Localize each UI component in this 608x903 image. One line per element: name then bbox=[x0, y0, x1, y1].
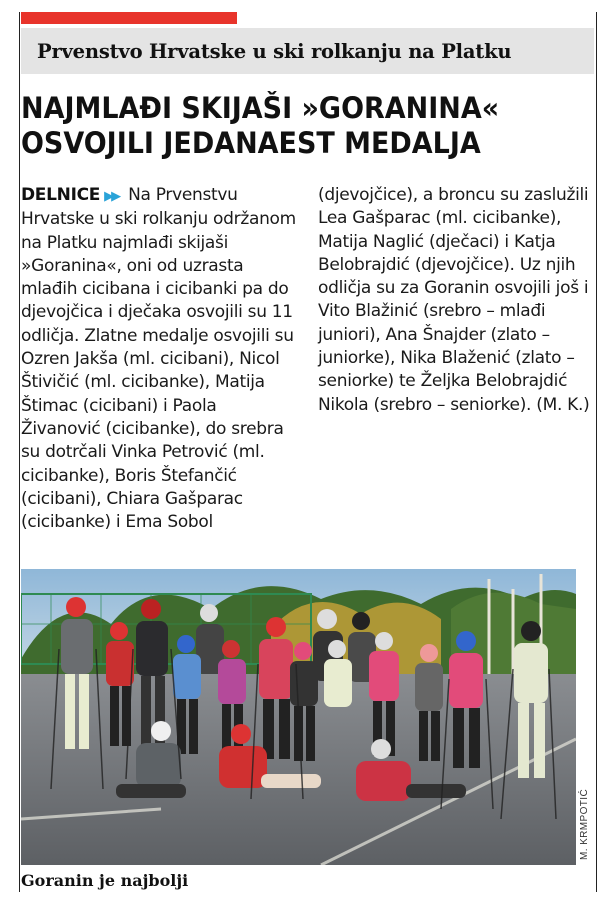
headline-line-2: OSVOJILI JEDANAEST MEDALJA bbox=[21, 126, 481, 160]
kicker-box bbox=[21, 28, 594, 74]
dateline: DELNICE bbox=[21, 185, 101, 205]
headline-line-1: NAJMLAĐI SKIJAŠI »GORANINA« bbox=[21, 91, 500, 125]
double-arrow-icon: ▶▶ bbox=[104, 189, 119, 204]
team-photo-illustration bbox=[21, 569, 576, 865]
article-body bbox=[21, 184, 593, 556]
photo-credit: M. KRMPOTIĆ bbox=[579, 788, 590, 860]
article-text: Na Prvenstvu Hrvatske u ski rolkanju održanom na Platku najmlađi skijaši »Goranina«, oni od uzrasta mlađih cicibana i cicibanki pa do djevojčica i dječaka osvojili su 11 odličja. Zlatne medalje osvojili su Ozren Jakša (ml. cicibani), Nicol Štivičić (ml. cicibanke), Matija Štimac (cicibani) i Paola Živanović (cicibanke), do srebra su dotrčali Vinka Petrović (ml. cicibanke), Boris Štefančić (cicibani), Chiara Gašparac (cicibanke) i Ema Sobol (djevojčice), a broncu su zaslužili Lea Gašparac (ml. cicibanke), Matija Naglić (dječaci) i Katja Belobrajdić (djevojčice). Uz njih odličja su za Goranin osvojili još i Vito Blažinić (srebro – mlađi juniori), Ana Šnajder (zlato – juniorke), Nika Blaženić (zlato – seniorke) te Željka Belobrajdić Nikola (srebro – seniorke). (M. K.) bbox=[21, 185, 590, 533]
kicker-title: Prvenstvo Hrvatske u ski rolkanju na Platku bbox=[37, 39, 512, 63]
headline bbox=[21, 91, 551, 161]
section-color-bar bbox=[21, 12, 237, 24]
team-photo bbox=[21, 569, 576, 865]
photo-caption: Goranin je najbolji bbox=[21, 871, 189, 890]
